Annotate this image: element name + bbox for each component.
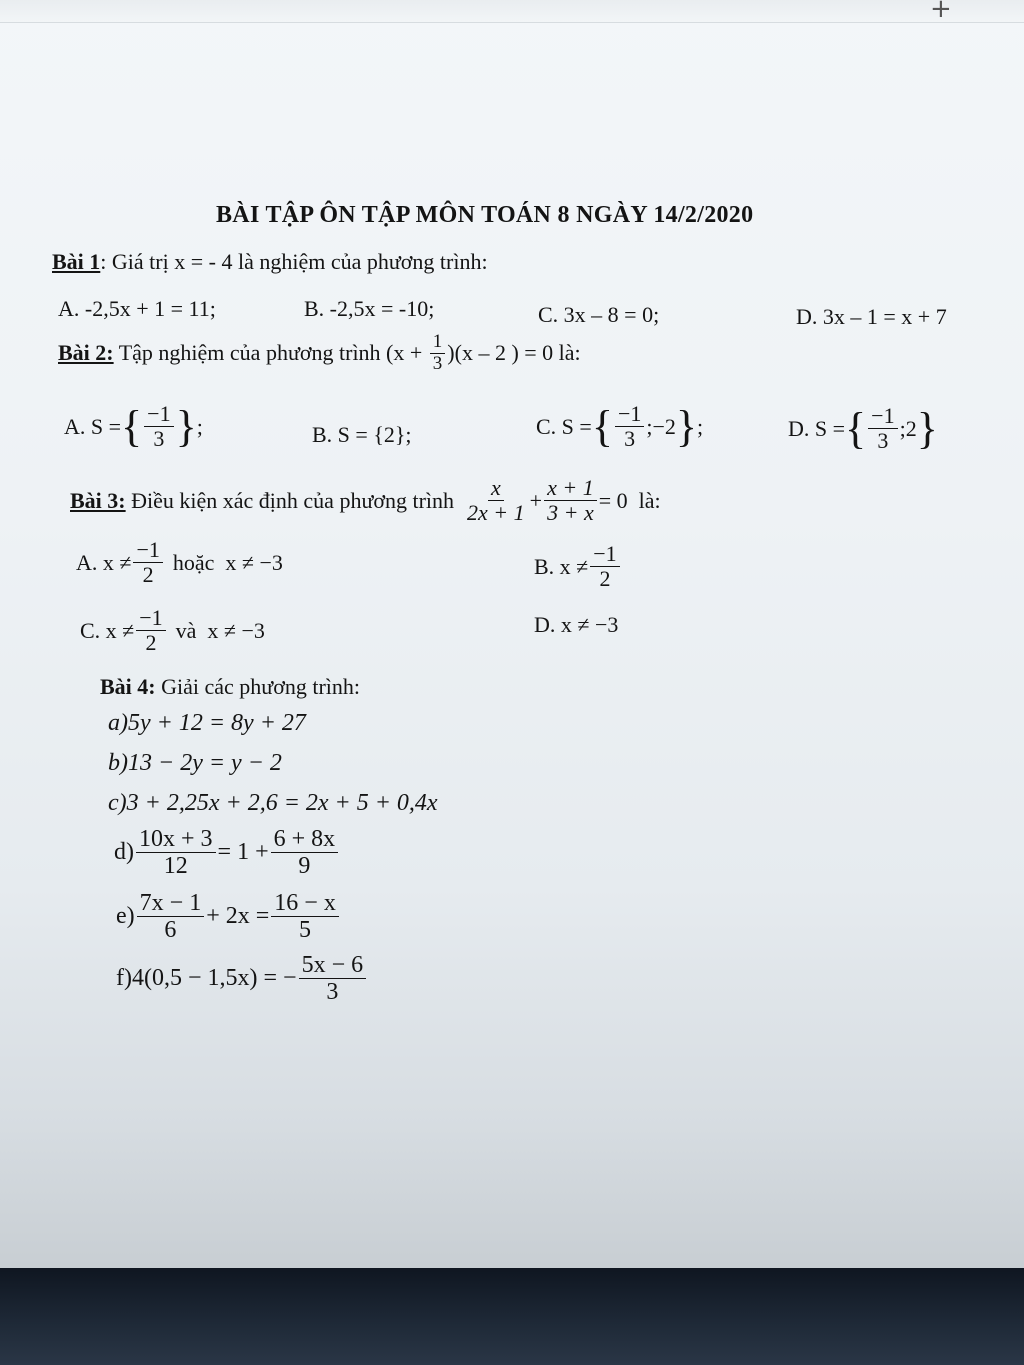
fraction-denominator: 2 <box>599 566 611 592</box>
bai2-d-fraction <box>868 404 897 453</box>
fraction-denominator: 12 <box>163 853 188 880</box>
bai2-option-c <box>536 402 703 451</box>
fraction-numerator: 6 + 8x <box>271 826 339 853</box>
equation-prefix: d) <box>114 839 134 866</box>
fraction-denominator: 3 <box>326 979 339 1006</box>
equation-prefix: f)4(0,5 − 1,5x) = − <box>116 965 297 992</box>
option-suffix: ;2 <box>899 415 917 441</box>
bai3-label: Bài 3: <box>70 487 126 513</box>
option-prefix: B. x ≠ <box>534 553 589 579</box>
option-prefix: C. S = <box>536 413 592 439</box>
left-brace-icon: { <box>591 401 613 451</box>
bai3-fraction-1 <box>464 476 528 525</box>
add-icon[interactable]: + <box>930 0 952 24</box>
bai2-text-post: )(x – 2 ) = 0 là: <box>447 340 581 366</box>
bai2-question-fraction <box>430 332 446 375</box>
fraction-numerator: 5x − 6 <box>299 952 367 979</box>
bai1-option-d: D. 3x – 1 = x + 7 <box>796 304 947 329</box>
bai4-f-fraction <box>299 952 367 1006</box>
right-brace-icon: } <box>675 401 698 451</box>
bai3-question <box>70 476 661 525</box>
bai4-e-fraction-1 <box>137 890 205 944</box>
option-suffix: và x ≠ −3 <box>175 617 265 643</box>
fraction-denominator: 5 <box>299 917 312 944</box>
option-suffix: hoặc x ≠ −3 <box>172 549 283 575</box>
bai4-text: Giải các phương trình: <box>155 674 361 699</box>
bai1-question <box>52 249 488 275</box>
bai4-equation-f <box>116 952 368 1006</box>
fraction-numerator: −1 <box>144 402 173 427</box>
bai3-text: Điều kiện xác định của phương trình <box>125 487 455 513</box>
bai4-equation-b: b)13 − 2y = y − 2 <box>108 750 282 776</box>
option-prefix: A. x ≠ <box>76 549 132 575</box>
equation-middle: + 2x = <box>206 903 270 930</box>
right-brace-icon: } <box>916 403 938 453</box>
bai2-a-fraction <box>144 402 173 451</box>
option-end: ; <box>697 413 704 439</box>
equation-middle: = 1 + <box>217 839 269 866</box>
bai4-equation-e <box>116 890 341 944</box>
fraction-numerator: −1 <box>868 404 897 429</box>
fraction-denominator: 9 <box>298 853 311 880</box>
fraction-numerator: 7x − 1 <box>137 890 205 917</box>
plus-sign: + <box>529 487 543 513</box>
monitor-bezel <box>0 1268 1024 1365</box>
bai2-option-a <box>64 402 203 451</box>
bai3-a-fraction <box>133 538 162 587</box>
bai4-d-fraction-2 <box>271 826 339 880</box>
fraction-denominator: 2 <box>142 562 154 588</box>
fraction-numerator: −1 <box>615 402 644 427</box>
fraction-numerator: −1 <box>136 606 165 631</box>
bai3-fraction-2 <box>544 476 597 525</box>
fraction-numerator: 10x + 3 <box>136 826 216 853</box>
fraction-denominator: 3 <box>153 426 165 452</box>
right-brace-icon: } <box>175 401 197 451</box>
bai2-c-fraction <box>615 402 644 451</box>
bai4-label: Bài 4: <box>100 674 156 699</box>
bai1-option-b: B. -2,5x = -10; <box>304 296 435 321</box>
left-brace-icon: { <box>845 403 867 453</box>
bai4-equation-d <box>114 826 340 880</box>
bai3-option-b <box>534 542 622 591</box>
left-brace-icon: { <box>121 401 143 451</box>
option-suffix: ; <box>196 413 203 439</box>
fraction-numerator: 16 − x <box>271 890 339 917</box>
option-prefix: A. S = <box>64 413 122 439</box>
bai3-option-c <box>80 606 265 655</box>
fraction-denominator: 2x + 1 <box>467 500 525 526</box>
bai2-question <box>58 332 581 375</box>
fraction-denominator: 3 <box>624 426 636 452</box>
fraction-denominator: 3 + x <box>547 500 594 526</box>
bai4-d-fraction-1 <box>136 826 216 880</box>
bai4-equation-a: a)5y + 12 = 8y + 27 <box>108 710 306 736</box>
fraction-numerator: x <box>488 476 504 501</box>
option-suffix: ;−2 <box>646 413 676 439</box>
equation-prefix: e) <box>116 903 135 930</box>
option-prefix: D. S = <box>788 415 846 441</box>
fraction-denominator: 6 <box>164 917 177 944</box>
fraction-denominator: 3 <box>432 352 443 374</box>
bai1-text: : Giá trị x = - 4 là nghiệm của phương trình: <box>100 249 488 274</box>
page-title: BÀI TẬP ÔN TẬP MÔN TOÁN 8 NGÀY 14/2/2020 <box>216 202 754 228</box>
bai3-b-fraction <box>590 542 619 591</box>
bai3-option-d: D. x ≠ −3 <box>534 612 619 637</box>
fraction-denominator: 3 <box>877 428 889 454</box>
bai4-e-fraction-2 <box>271 890 339 944</box>
option-prefix: C. x ≠ <box>80 617 135 643</box>
fraction-denominator: 2 <box>145 630 157 656</box>
bai4-equation-c: c)3 + 2,25x + 2,6 = 2x + 5 + 0,4x <box>108 790 438 816</box>
bai1-option-a: A. -2,5x + 1 = 11; <box>58 296 216 321</box>
equals-zero: = 0 là: <box>598 487 661 513</box>
bai3-c-fraction <box>136 606 165 655</box>
bai2-option-d <box>788 404 938 453</box>
fraction-numerator: x + 1 <box>544 476 597 501</box>
bai4-question <box>100 674 360 700</box>
bai1-option-c: C. 3x – 8 = 0; <box>538 302 660 327</box>
fraction-numerator: −1 <box>590 542 619 567</box>
bai1-label: Bài 1 <box>52 249 101 274</box>
fraction-numerator: 1 <box>430 332 446 354</box>
bai2-label: Bài 2: <box>58 340 114 366</box>
fraction-numerator: −1 <box>133 538 162 563</box>
bai2-text-pre: Tập nghiệm của phương trình (x + <box>113 340 428 366</box>
bai3-option-a <box>76 538 283 587</box>
bai2-option-b: B. S = {2}; <box>312 422 412 447</box>
